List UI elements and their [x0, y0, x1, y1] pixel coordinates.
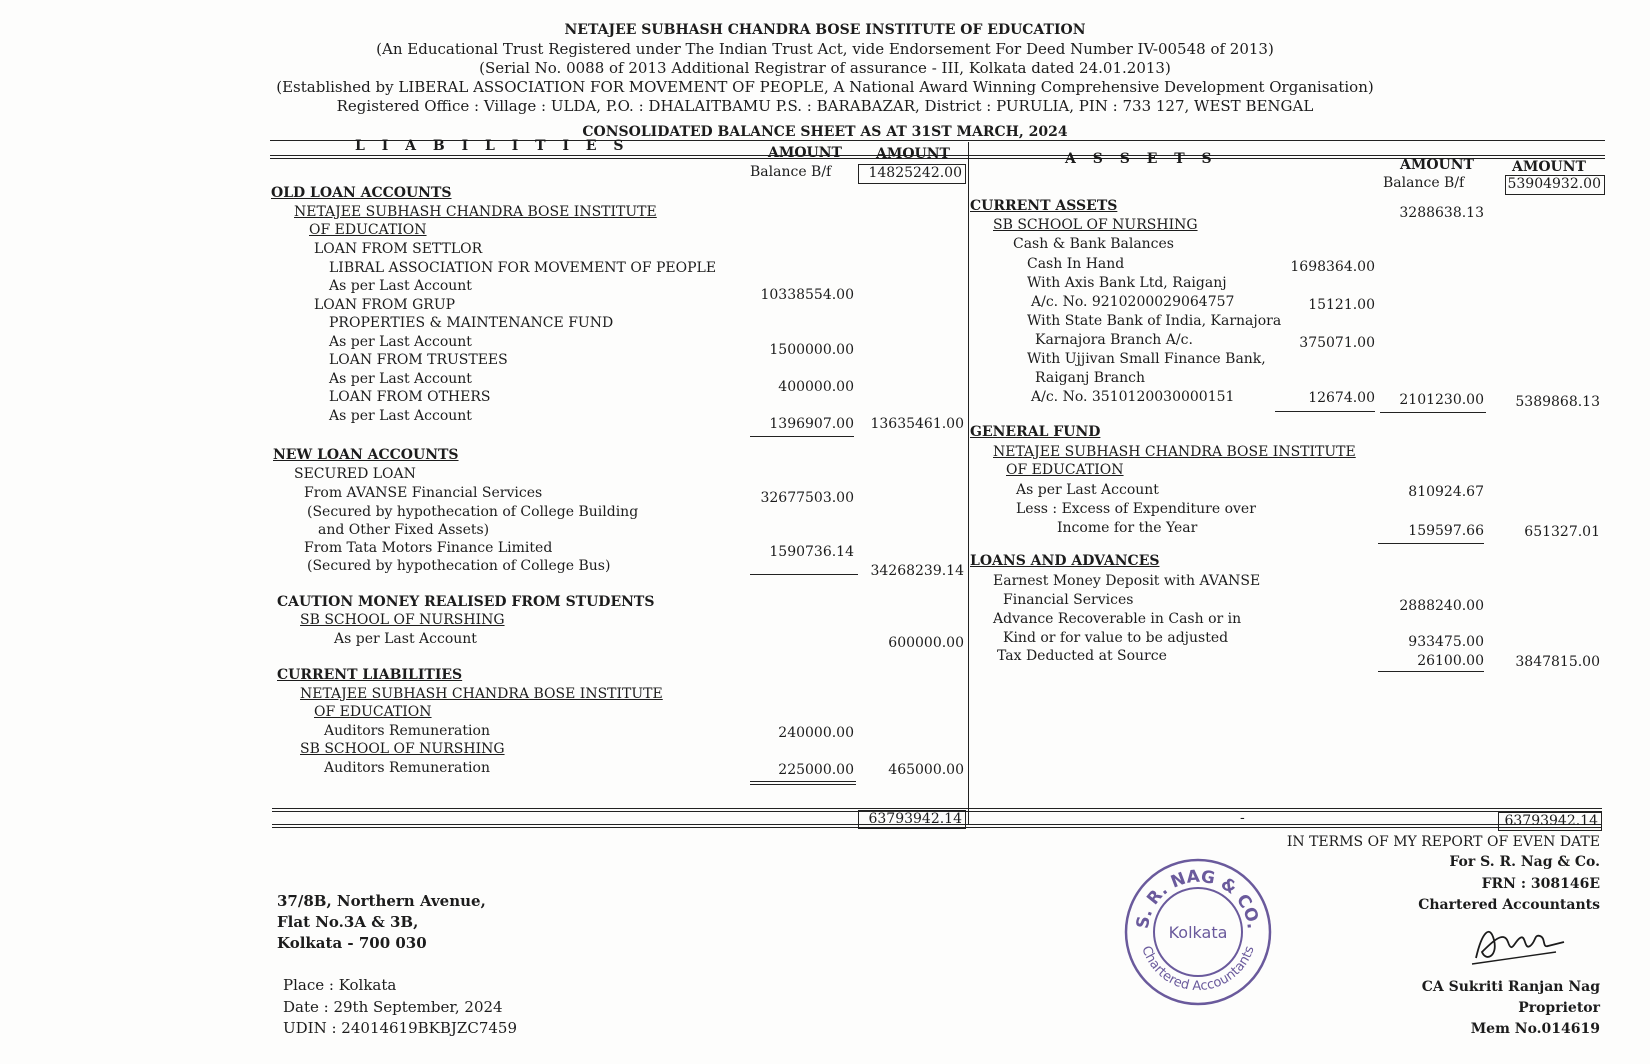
grup-value: 1500000.00: [769, 342, 854, 358]
auditors-remuneration-2-value: 225000.00: [778, 762, 854, 778]
signer-role: Proprietor: [1518, 1000, 1600, 1016]
institute-name: NETAJEE SUBHASH CHANDRA BOSE INSTITUTE OF EDUCATION: [564, 22, 1086, 38]
signer-name: CA Sukriti Ranjan Nag: [1421, 979, 1600, 995]
loan-from-trustees: LOAN FROM TRUSTEES: [329, 352, 508, 368]
current-liabilities-heading: CURRENT LIABILITIES: [277, 667, 463, 683]
chartered-accountants: Chartered Accountants: [1418, 897, 1600, 913]
sbi-value: 375071.00: [1299, 335, 1375, 351]
general-fund-institute-2: OF EDUCATION: [1006, 462, 1124, 478]
caution-total: 600000.00: [888, 635, 964, 651]
balance-sheet-title: CONSOLIDATED BALANCE SHEET AS AT 31ST MARCH, 2024: [582, 124, 1068, 140]
others-value: 1396907.00: [769, 416, 854, 432]
center-divider: [968, 142, 969, 824]
caution-as-per-last: As per Last Account: [334, 631, 477, 647]
new-loan-total: 34268239.14: [870, 563, 964, 579]
tata-motors-loan: From Tata Motors Finance Limited: [304, 540, 553, 556]
advance-recoverable-2: Kind or for value to be adjusted: [1003, 630, 1229, 646]
earnest-money-1: Earnest Money Deposit with AVANSE: [993, 573, 1261, 589]
secured-loan: SECURED LOAN: [294, 466, 416, 482]
sbi-1: With State Bank of India, Karnajora: [1027, 313, 1282, 329]
trust-registration: (An Educational Trust Registered under The Indian Trust Act, vide Endorsement For Deed Number IV-00548 of 2013): [376, 40, 1274, 58]
caution-money-heading: CAUTION MONEY REALISED FROM STUDENTS: [277, 594, 655, 610]
general-fund-total: 651327.01: [1524, 524, 1600, 540]
address-line-2: Flat No.3A & 3B,: [277, 913, 419, 931]
current-liabilities-school: SB SCHOOL OF NURSHING: [300, 741, 505, 757]
settlor-value: 10338554.00: [760, 287, 854, 303]
new-loan-subtotal-rule: [750, 574, 858, 575]
current-liabilities-rule-a: [750, 781, 856, 782]
grup-as-per-last: As per Last Account: [329, 334, 472, 350]
firm-seal-stamp: [1118, 852, 1278, 1012]
ujjivan-2: Raiganj Branch: [1035, 370, 1146, 386]
current-assets-total: 5389868.13: [1515, 394, 1600, 410]
membership-number: Mem No.014619: [1470, 1021, 1600, 1037]
advance-recoverable-1: Advance Recoverable in Cash or in: [993, 611, 1242, 627]
advance-recoverable-value: 933475.00: [1408, 634, 1484, 650]
loan-from-others: LOAN FROM OTHERS: [329, 389, 491, 405]
others-as-per-last: As per Last Account: [329, 408, 472, 424]
firm-name: For S. R. Nag & Co.: [1449, 854, 1600, 870]
udin: UDIN : 24014619BKBJZC7459: [283, 1019, 517, 1037]
trustees-value: 400000.00: [778, 379, 854, 395]
seal-top-text: S. R. NAG & CO.: [1132, 866, 1263, 931]
loans-advances-heading: LOANS AND ADVANCES: [970, 553, 1160, 569]
axis-bank-value: 15121.00: [1308, 297, 1375, 313]
loans-advances-total: 3847815.00: [1515, 654, 1600, 670]
cash-in-hand: Cash In Hand: [1027, 256, 1125, 272]
excess-expenditure-2: Income for the Year: [1057, 520, 1198, 536]
current-liabilities-institute-2: OF EDUCATION: [314, 704, 432, 720]
avanse-loan: From AVANSE Financial Services: [304, 485, 543, 501]
bank-total-rule: [1380, 412, 1486, 413]
current-assets-heading: CURRENT ASSETS: [970, 198, 1118, 214]
earnest-money-2: Financial Services: [1003, 592, 1134, 608]
ujjivan-1: With Ujjivan Small Finance Bank,: [1027, 351, 1266, 367]
bank-total: 2101230.00: [1399, 392, 1484, 408]
liabilities-balance-bf: 14825242.00: [868, 165, 962, 181]
general-fund-institute-1: NETAJEE SUBHASH CHANDRA BOSE INSTITUTE: [993, 444, 1356, 460]
old-loan-total: 13635461.00: [870, 416, 964, 432]
tds-value: 26100.00: [1417, 653, 1484, 669]
old-loan-institute-1: NETAJEE SUBHASH CHANDRA BOSE INSTITUTE: [294, 204, 657, 220]
assets-balance-bf-label: Balance B/f: [1383, 175, 1465, 191]
ujjivan-value: 12674.00: [1308, 390, 1375, 406]
date: Date : 29th September, 2024: [283, 998, 503, 1016]
loan-from-grup: LOAN FROM GRUP: [314, 297, 456, 313]
current-assets-school: SB SCHOOL OF NURSHING: [993, 217, 1198, 233]
general-fund-as-per-last: As per Last Account: [1016, 482, 1159, 498]
signature: [1468, 912, 1568, 970]
current-liabilities-rule-b: [750, 784, 856, 785]
excess-expenditure-value: 159597.66: [1408, 523, 1484, 539]
assets-heading: A S S E T S: [1065, 151, 1218, 167]
liabilities-grand-total: 63793942.14: [868, 811, 962, 827]
address-line-1: 37/8B, Northern Avenue,: [277, 892, 486, 910]
avanse-value: 32677503.00: [760, 490, 854, 506]
address-line-3: Kolkata - 700 030: [277, 934, 427, 952]
loans-rule: [1378, 671, 1484, 672]
bank-sub-rule: [1275, 411, 1375, 412]
assets-amount-header-2: AMOUNT: [1512, 159, 1586, 175]
general-fund-heading: GENERAL FUND: [970, 424, 1101, 440]
trustees-as-per-last: As per Last Account: [329, 371, 472, 387]
general-fund-rule: [1378, 543, 1484, 544]
excess-expenditure-1: Less : Excess of Expenditure over: [1016, 501, 1256, 517]
place: Place : Kolkata: [283, 976, 397, 994]
liabilities-amount-header-1: AMOUNT: [768, 145, 842, 161]
tata-security-note: (Secured by hypothecation of College Bus): [307, 558, 611, 574]
avanse-security-note-2: and Other Fixed Assets): [318, 522, 490, 538]
ujjivan-3: A/c. No. 3510120030000151: [1031, 389, 1235, 405]
registered-office: Registered Office : Village : ULDA, P.O. : DHALAITBAMU P.S. : BARABAZAR, District : PURULIA, PIN : 733 127, WEST BENGAL: [336, 97, 1314, 115]
tax-deducted-at-source: Tax Deducted at Source: [997, 648, 1167, 664]
liabilities-heading: L I A B I L I T I E S: [355, 138, 630, 154]
established-by: (Established by LIBERAL ASSOCIATION FOR MOVEMENT OF PEOPLE, A National Award Winning Comprehensive Development Organisation): [276, 78, 1374, 96]
settlor-as-per-last: As per Last Account: [329, 278, 472, 294]
assets-balance-bf: 53904932.00: [1507, 176, 1601, 192]
axis-bank-1: With Axis Bank Ltd, Raiganj: [1027, 275, 1227, 291]
avanse-security-note-1: (Secured by hypothecation of College Building: [307, 504, 639, 520]
liabilities-amount-header-2: AMOUNT: [876, 146, 950, 162]
old-loan-heading: OLD LOAN ACCOUNTS: [271, 185, 452, 201]
loan-from-settlor: LOAN FROM SETTLOR: [314, 241, 483, 257]
new-loan-heading: NEW LOAN ACCOUNTS: [273, 447, 459, 463]
cash-in-hand-value: 1698364.00: [1290, 259, 1375, 275]
dash-mark: -: [1240, 810, 1245, 826]
seal-center-text: Kolkata: [1168, 923, 1228, 942]
serial-number: (Serial No. 0088 of 2013 Additional Registrar of assurance - III, Kolkata dated 24.01.2013): [479, 59, 1171, 77]
current-liabilities-institute-1: NETAJEE SUBHASH CHANDRA BOSE INSTITUTE: [300, 686, 663, 702]
current-liabilities-total: 465000.00: [888, 762, 964, 778]
auditors-remuneration-1: Auditors Remuneration: [324, 723, 490, 739]
cash-bank-balances: Cash & Bank Balances: [1013, 236, 1174, 252]
assets-grand-total: 63793942.14: [1504, 813, 1598, 829]
old-loan-subtotal-rule: [750, 436, 854, 437]
school-value: 3288638.13: [1399, 205, 1484, 221]
tata-motors-value: 1590736.14: [769, 544, 854, 560]
report-terms: IN TERMS OF MY REPORT OF EVEN DATE: [1286, 834, 1600, 850]
properties-maintenance-fund: PROPERTIES & MAINTENANCE FUND: [329, 315, 614, 331]
axis-bank-2: A/c. No. 9210200029064757: [1031, 294, 1235, 310]
liabilities-balance-bf-label: Balance B/f: [750, 164, 832, 180]
caution-school: SB SCHOOL OF NURSHING: [300, 612, 505, 628]
auditors-remuneration-2: Auditors Remuneration: [324, 760, 490, 776]
firm-registration-number: FRN : 308146E: [1481, 876, 1600, 892]
earnest-money-value: 2888240.00: [1399, 598, 1484, 614]
general-fund-value: 810924.67: [1408, 484, 1484, 500]
seal-bottom-text: Chartered Accountants: [1138, 944, 1258, 995]
sbi-2: Karnajora Branch A/c.: [1035, 332, 1193, 348]
old-loan-institute-2: OF EDUCATION: [309, 222, 427, 238]
auditors-remuneration-1-value: 240000.00: [778, 725, 854, 741]
libral-association: LIBRAL ASSOCIATION FOR MOVEMENT OF PEOPLE: [329, 260, 717, 276]
assets-amount-header-1: AMOUNT: [1400, 157, 1474, 173]
